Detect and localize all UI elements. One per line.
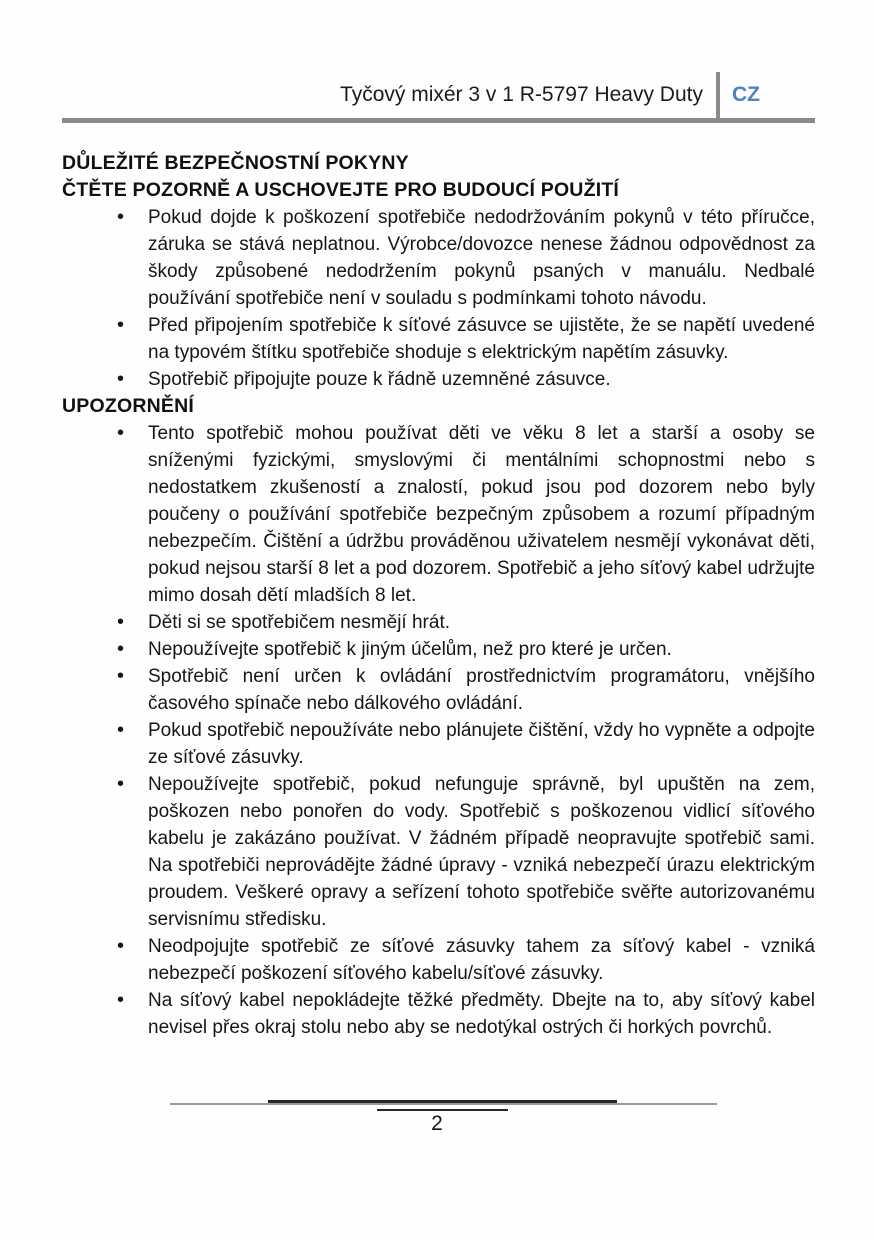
language-badge: CZ	[732, 83, 760, 106]
bullet-icon: •	[117, 422, 125, 444]
footer-rule-short	[377, 1109, 508, 1111]
safety-bullet-list	[62, 204, 815, 393]
list-item	[62, 663, 815, 717]
document-title: Tyčový mixér 3 v 1 R-5797 Heavy Duty	[340, 83, 703, 106]
list-item	[62, 771, 815, 933]
section-heading-safety-line1: DŮLEŽITÉ BEZPEČNOSTNÍ POKYNY	[62, 152, 409, 174]
bullet-icon: •	[117, 368, 125, 390]
list-item	[62, 609, 815, 636]
list-item-text: Nepoužívejte spotřebič k jiným účelům, než pro které je určen.	[148, 639, 672, 660]
list-item	[62, 312, 815, 366]
bullet-icon: •	[117, 314, 125, 336]
bullet-icon: •	[117, 611, 125, 633]
page-header	[0, 0, 874, 123]
footer-rule-thick	[268, 1100, 617, 1103]
warning-bullet-list	[62, 420, 815, 1041]
list-item-text: Před připojením spotřebiče k síťové zásuvce se ujistěte, že se napětí uvedené na typovém štítku spotřebiče shoduje s elektrickým napětím zásuvky.	[148, 315, 815, 363]
list-item-text: Pokud dojde k poškození spotřebiče nedodržováním pokynů v této příručce, záruka se stává neplatnou. Výrobce/dovozce nenese žádnou odpovědnost za škody způsobené nedodržením pokynů psaných v manuálu. Nedbalé používání spotřebiče není v souladu s podmínkami tohoto návodu.	[148, 207, 815, 309]
footer-rule-thin	[170, 1103, 717, 1105]
section-heading-safety-line2: ČTĚTE POZORNĚ A USCHOVEJTE PRO BUDOUCÍ POUŽITÍ	[62, 179, 620, 201]
list-item-text: Tento spotřebič mohou používat děti ve věku 8 let a starší a osoby se sníženými fyzickými, smyslovými či mentálními schopnostmi nebo s nedostatkem zkušeností a znalostí, pokud jsou pod dozorem nebo byly poučeny o používání spotřebiče bezpečným způsobem a rozumí případným nebezpečím. Čištění a údržbu prováděnou uživatelem nesmějí vykonávat děti, pokud nejsou starší 8 let a pod dozorem. Spotřebič a jeho síťový kabel udržujte mimo dosah dětí mladších 8 let.	[148, 423, 815, 606]
bullet-icon: •	[117, 665, 125, 687]
list-item	[62, 420, 815, 609]
bullet-icon: •	[117, 206, 125, 228]
list-item	[62, 636, 815, 663]
list-item-text: Nepoužívejte spotřebič, pokud nefunguje správně, byl upuštěn na zem, poškozen nebo ponořen do vody. Spotřebič s poškozenou vidlicí síťového kabelu je zakázáno používat. V žádném případě neopravujte spotřebič sami. Na spotřebiči neprovádějte žádné úpravy - vzniká nebezpečí úrazu elektrickým proudem. Veškeré opravy a seřízení tohoto spotřebiče svěřte autorizovanému servisnímu středisku.	[148, 774, 815, 930]
list-item	[62, 366, 815, 393]
list-item-text: Na síťový kabel nepokládejte těžké předměty. Dbejte na to, aby síťový kabel nevisel přes okraj stolu nebo aby se nedotýkal ostrých či horkých povrchů.	[148, 990, 815, 1038]
list-item-text: Pokud spotřebič nepoužíváte nebo plánujete čištění, vždy ho vypněte a odpojte ze síťové zásuvky.	[148, 720, 815, 768]
bullet-icon: •	[117, 719, 125, 741]
list-item-text: Děti si se spotřebičem nesmějí hrát.	[148, 612, 451, 633]
page-body	[0, 123, 874, 1041]
section-heading-warning: UPOZORNĚNÍ	[62, 395, 195, 417]
list-item-text: Neodpojujte spotřebič ze síťové zásuvky tahem za síťový kabel - vzniká nebezpečí poškození síťového kabelu/síťové zásuvky.	[148, 936, 815, 984]
list-item	[62, 204, 815, 312]
bullet-icon: •	[117, 935, 125, 957]
bullet-icon: •	[117, 989, 125, 1011]
bullet-icon: •	[117, 638, 125, 660]
list-item	[62, 987, 815, 1041]
list-item	[62, 717, 815, 771]
list-item-text: Spotřebič není určen k ovládání prostřednictvím programátoru, vnějšího časového spínače nebo dálkového ovládání.	[148, 666, 815, 714]
list-item	[62, 933, 815, 987]
bullet-icon: •	[117, 773, 125, 795]
page-number: 2	[431, 1112, 443, 1135]
header-row	[62, 72, 815, 118]
list-item-text: Spotřebič připojujte pouze k řádně uzemněné zásuvce.	[148, 369, 611, 390]
header-divider-bar	[716, 72, 720, 118]
